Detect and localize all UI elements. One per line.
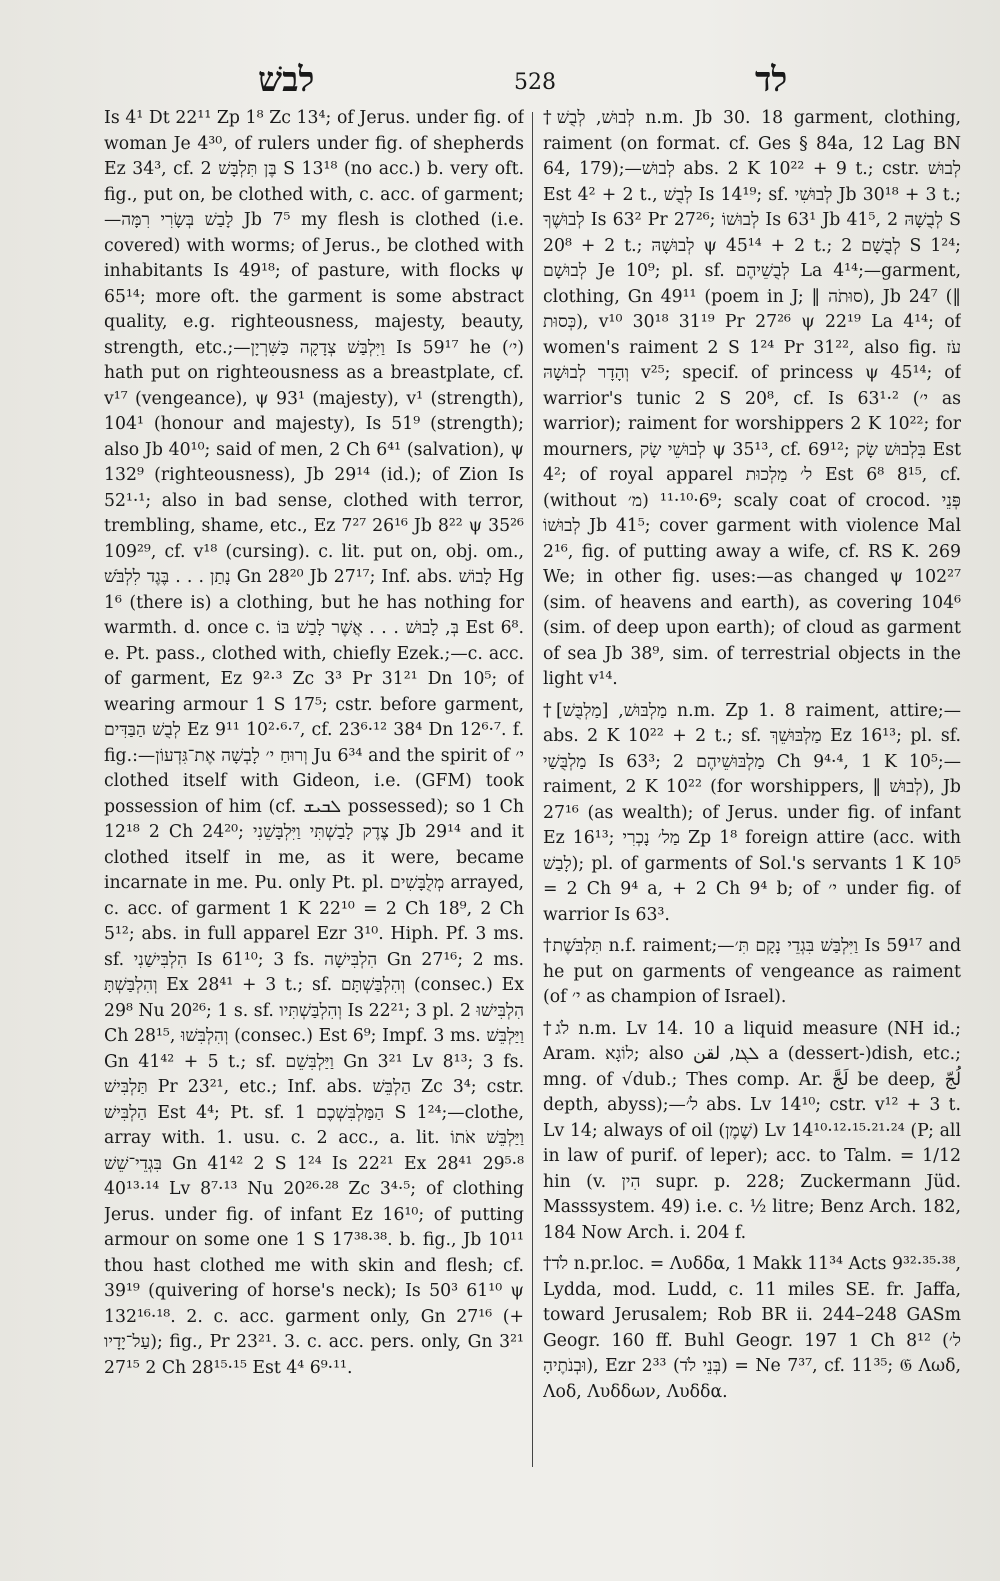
column-divider [532, 112, 533, 1467]
right-column [543, 106, 961, 1471]
entry-lod: †לֹד n.pr.loc. = Λυδδα, 1 Makk 11³⁴ Acts 9³²·³⁵·³⁸, Lydda, mod. Ludd, c. 11 miles SE. fr. Jaffa, toward Jerusalem; Rob BR ii. 244–248 GASm Geogr. 160 ff. Buhl Geogr. 197 1 Ch 8¹² (ל׳ וּבְנֹתֶיהָ), Ezr 2³³ (בְּנֵי לֹד) = Ne 7³⁷, cf. 11³⁵; 𝔊 Λωδ, Λοδ, Λυδδων, Λυδδα. [543, 1254, 961, 1402]
page-number: 528 [514, 70, 556, 95]
running-head [0, 60, 1000, 110]
header-left-word: לבשׁ [258, 60, 315, 100]
entry-tilboshet: †תִּלְבֹּשֶׁת n.f. raiment;—וַיִּלְבַּשׁ בִּגְדֵי נָקָם תִּ׳ Is 59¹⁷ and he put on garments of vengeance as raiment (of י׳ as champion of Israel). [543, 936, 961, 1007]
left-column [104, 106, 524, 1441]
left-column-text: Is 4¹ Dt 22¹¹ Zp 1⁸ Zc 13⁴; of Jerus. under fig. of woman Je 4³⁰, of rulers under fig. of shepherds Ez 34³, cf. בֶּן תִּלְבָּשׁ 2 S 13¹⁸ (no acc.) b. very oft. fig., put on, be clothed with, c. acc. of garment;—לָבַשׁ בְּשָׂרִי רִמָּה Jb 7⁵ my flesh is clothed (i.e. covered) with worms; of Jerus., be clothed with inhabitants Is 49¹⁸; of pasture, with flocks ψ 65¹⁴; more oft. the garment is some abstract quality, e.g. righteousness, majesty, beauty, strength, etc.;—וַיִּלְבַּשׁ צְדָקָה כַּשִּׁרְיָן Is 59¹⁷ he (י׳) hath put on righteousness as a breastplate, cf. v¹⁷ (vengeance), ψ 93¹ (majesty), v¹ (strength), 104¹ (honour and majesty), Is 51⁹ (strength); also Jb 40¹⁰; said of men, 2 Ch 6⁴¹ (salvation), ψ 132⁹ (righteousness), Jb 29¹⁴ (id.); of Zion Is 52¹·¹; also in bad sense, clothed with terror, trembling, shame, etc., Ez 7²⁷ 26¹⁶ Jb 8²² ψ 35²⁶ 109²⁹, cf. v¹⁸ (cursing). c. lit. put on, obj. om., נָתַן . . . בֶּגֶד לִלְבֹּשׁ Gn 28²⁰ Jb 27¹⁷; Inf. abs. לָבוֹשׁ Hg 1⁶ (there is) a clothing, but he has nothing for warmth. d. once c. בְּ, לָבוּשׁ . . . אֲשֶׁר לָבַשׁ בּוֹ Est 6⁸. e. Pt. pass., clothed with, chiefly Ezek.;—c. acc. of garment, Ez 9²·³ Zc 3³ Pr 31²¹ Dn 10⁵; of wearing armour 1 S 17⁵; cstr. before garment, לְבֻשׁ הַבַּדִּים Ez 9¹¹ 10²·⁶·⁷, cf. 23⁶·¹² 38⁴ Dn 12⁶·⁷. f. fig.:—וְרוּחַ י׳ לָבְשָׁה אֶת־גִּדְעוֹן Ju 6³⁴ and the spirit of י׳ clothed itself with Gideon, i.e. (GFM) took possession of him (cf. ܠܒܝܫ possessed); so 1 Ch 12¹⁸ 2 Ch 24²⁰; צֶדֶק לָבַשְׁתִּי וַיִּלְבָּשֵׁנִי Jb 29¹⁴ and it clothed itself in me, as it were, became incarnate in me. Pu. only Pt. pl. מְלֻבָּשִׁים arrayed, c. acc. of garment 1 K 22¹⁰ = 2 Ch 18⁹, 2 Ch 5¹²; abs. in full apparel Ezr 3¹⁰. Hiph. Pf. 3 ms. sf. הִלְבִּישַׁנִי Is 61¹⁰; 3 fs. הִלְבִּישָׁה Gn 27¹⁶; 2 ms. וְהִלְבַּשְׁתָּ Ex 28⁴¹ + 3 t.; sf. וְהִלְבַּשְׁתָּם (consec.) Ex 29⁸ Nu 20²⁶; 1 s. sf. וְהִלְבַּשְׁתִּיו Is 22²¹; 3 pl. הִלְבִּישׁוּ 2 Ch 28¹⁵, וְהִלְבִּשׁוּ (consec.) Est 6⁹; Impf. 3 ms. וַיַּלְבֵּשׁ Gn 41⁴² + 5 t.; sf. וַיַּלְבִּשֵׁם Gn 3²¹ Lv 8¹³; 3 fs. תַּלְבִּישׁ Pr 23²¹, etc.; Inf. abs. הַלְבֵּשׁ Zc 3⁴; cstr. הַלְבִּישׁ Est 4⁴; Pt. sf. הַמַּלְבִּשְׁכֶם 1 S 1²⁴;—clothe, array with. 1. usu. c. 2 acc., a. lit. וַיַּלְבֵּשׁ אֹתוֹ בִּגְדֵי־שֵׁשׁ Gn 41⁴² 2 S 1²⁴ Is 22²¹ Ex 28⁴¹ 29⁵·⁸ 40¹³·¹⁴ Lv 8⁷·¹³ Nu 20²⁶·²⁸ Zc 3⁴·⁵; of clothing Jerus. under fig. of infant Ez 16¹⁰; of putting armour on some one 1 S 17³⁸·³⁸. b. fig., Jb 10¹¹ thou hast clothed me with skin and flesh; cf. 39¹⁹ (quivering of horse's neck); Is 50³ 61¹⁰ ψ 132¹⁶·¹⁸. 2. c. acc. garment only, Gn 27¹⁶ (+ עַל־יָדָיו); fig., Pr 23²¹. 3. c. acc. pers. only, Gn 3²¹ 27¹⁵ 2 Ch 28¹⁵·¹⁵ Est 4⁴ 6⁹·¹¹. [104, 108, 524, 1378]
entry-log: †לֹג n.m. Lv 14. 10 a liquid measure (NH id.; Aram. לוֹגָא; also ܠܓܐ, لقن a (dessert-)dish, etc.; mng. of √dub.; Thes comp. Ar. لَجَّ be deep, لُجّ depth, abyss);—לֹ׳ abs. Lv 14¹⁰; cstr. v¹² + 3 t. Lv 14; always of oil (שֶׁמֶן) Lv 14¹⁰·¹²·¹⁵·²¹·²⁴ (P; all in law of purif. of leper); acc. to Talm. = 1/12 hin (v. הִין supr. p. 228; Zuckermann Jüd. Masssystem. 49) i.e. c. ½ litre; Benz Arch. 182, 184 Now Arch. i. 204 f. [543, 1018, 961, 1243]
header-right-word: לד [755, 60, 788, 100]
entry-lebush: †לְבוּשׁ, לְבֻשׁ n.m. Jb 30. 18 garment, clothing, raiment (on format. cf. Ges § 84a, 12 Lag BN 64, 179);—לְבוּשׁ abs. 2 K 10²² + 9 t.; cstr. לְבוּשׁ Est 4² + 2 t., לְבֻשׁ Is 14¹⁹; sf. לְבוּשִׁי Jb 30¹⁸ + 3 t.; לְבוּשֶׁךָ Is 63² Pr 27²⁶; לְבוּשׁוֹ Is 63¹ Jb 41⁵, לְבֻשָׁהּ 2 S 20⁸ + 2 t.; לְבוּשָׁהּ ψ 45¹⁴ + 2 t.; לְבֻשָׁם 2 S 1²⁴; לְבוּשָׁם Je 10⁹; pl. sf. לְבֻשֵׁיהֶם La 4¹⁴;—garment, clothing, Gn 49¹¹ (poem in J; ‖ סוּתֹה), Jb 24⁷ (‖ כְּסוּת), v¹⁰ 30¹⁸ 31¹⁹ Pr 27²⁶ ψ 22¹⁹ La 4¹⁴; of women's raiment 2 S 1²⁴ Pr 31²², also fig. עֹז וְהָדָר לְבוּשָׁהּ v²⁵; specif. of princess ψ 45¹⁴; of warrior's tunic 2 S 20⁸, cf. Is 63¹·² (י׳ as warrior); raiment for worshippers 2 K 10²²; for mourners, לְבוּשֵׁי שָׂק ψ 35¹³, cf. 69¹²; בִּלְבוּשׁ שָׂק Est 4²; of royal apparel ל׳ מַלְכוּת Est 6⁸ 8¹⁵, cf. (without מ׳) 6⁹·¹⁰·¹¹; scaly coat of crocod. פְּנֵי לְבוּשׁוֹ Jb 41⁵; cover garment with violence Mal 2¹⁶, fig. of putting away a wife, cf. RS K. 269 We; in other fig. uses:—as changed ψ 102²⁷ (sim. of heavens and earth), as covering 104⁶ (sim. of deep upon earth); of cloud as garment of sea Jb 38⁹, sim. of terrestrial objects in the light v¹⁴. [543, 108, 961, 689]
entry-malbush: †מַלְבּוּשׁ, [מַלְבֻּשׁ] n.m. Zp 1. 8 raiment, attire;—abs. 2 K 10²² + 2 t.; sf. מַלְבּוּשֵׁךְ Ez 16¹³; pl. sf. מַלְבֻּשַׁי Is 63³; מַלְבּוּשֵׁיהֶם 2 Ch 9⁴·⁴, 1 K 10⁵;—raiment, 2 K 10²² (for worshippers, ‖ לְבוּשׁ), Jb 27¹⁶ (as wealth); of Jerus. under fig. of infant Ez 16¹³; מַל׳ נָכְרִי Zp 1⁸ foreign attire (acc. with לָבַשׁ); pl. of garments of Sol.'s servants 1 K 10⁵ = 2 Ch 9⁴ a, + 2 Ch 9⁴ b; of י׳ under fig. of warrior Is 63³. [543, 700, 961, 925]
